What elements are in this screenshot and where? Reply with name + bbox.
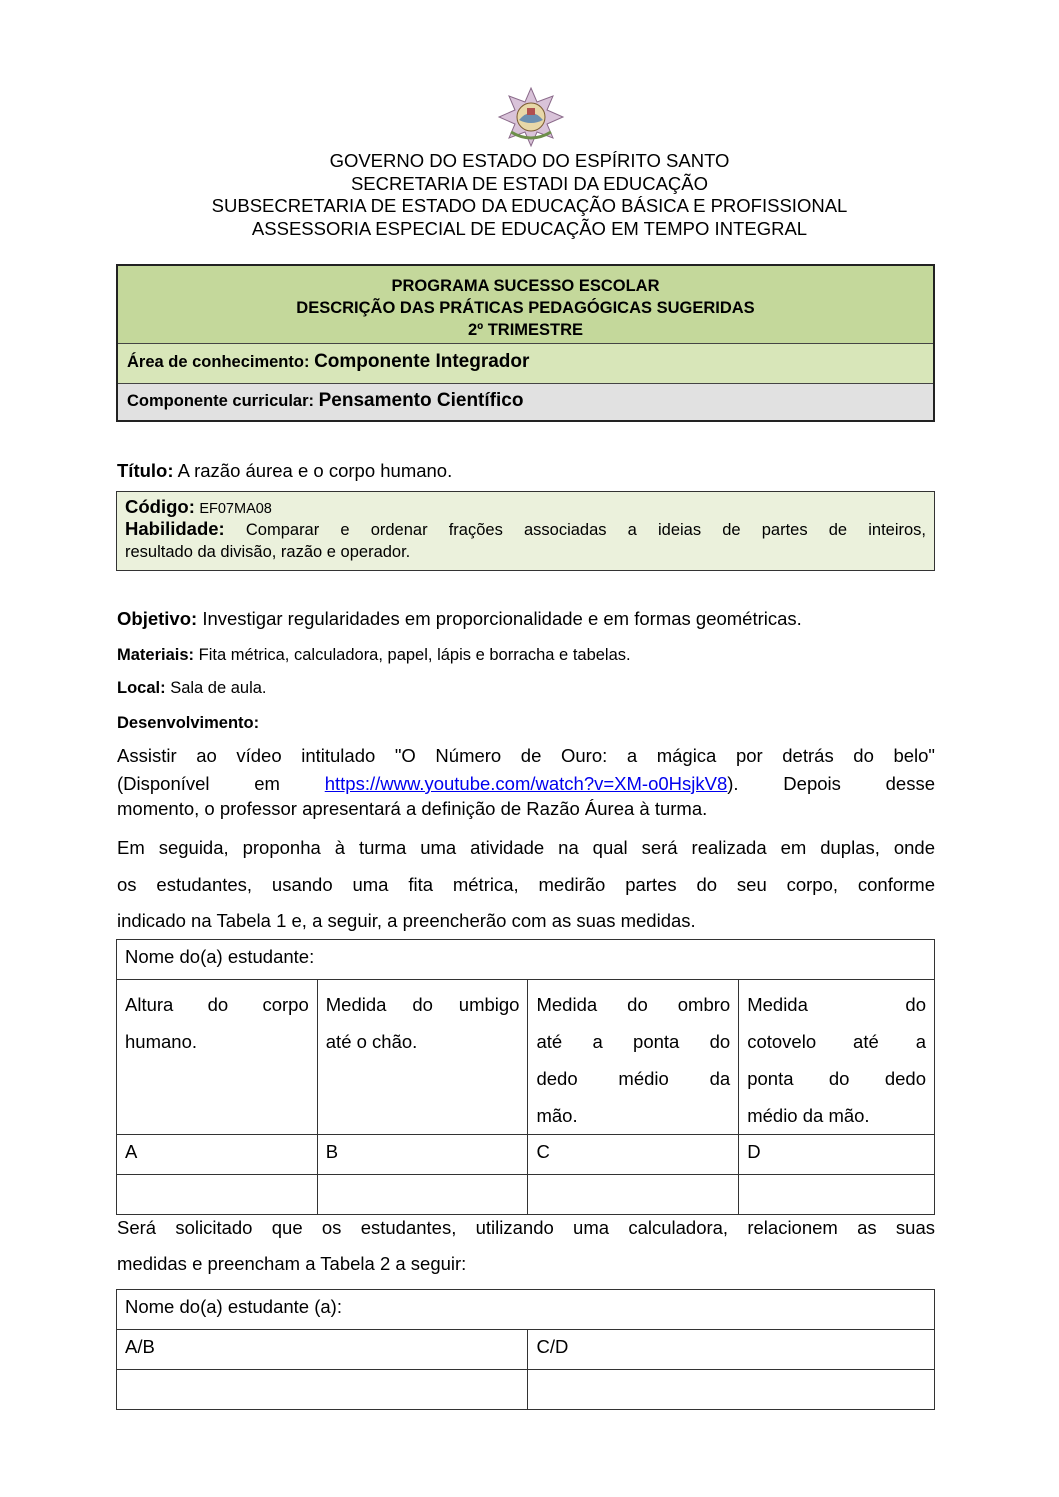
government-header <box>0 150 1059 240</box>
curricular-component-row <box>118 384 933 420</box>
development-paragraph-2 <box>117 830 935 903</box>
table1-value-d-cell[interactable] <box>739 1175 935 1215</box>
title-value: A razão áurea e o corpo humano. <box>177 460 453 481</box>
program-title-line-3: 2º TRIMESTRE <box>467 321 584 339</box>
table1-header-navel <box>317 980 528 1135</box>
development-paragraph-1 <box>117 742 935 798</box>
place-value: Sala de aula. <box>170 679 267 697</box>
header-shoulder-line-4: mão. <box>536 1105 578 1126</box>
title-label: Título: <box>117 460 174 481</box>
objective-label: Objetivo: <box>117 608 198 629</box>
skill-label: Habilidade: <box>125 518 225 539</box>
dev-p2-line-1: Em seguida, proponha à turma uma atividade na qual será realizada em duplas, onde <box>117 837 935 858</box>
skill-line-1: Comparar e ordenar frações associadas a ideias de partes de inteiros, <box>245 521 927 539</box>
table1-letter-c: C <box>528 1135 739 1175</box>
knowledge-area-label: Área de conhecimento: <box>127 353 310 371</box>
materials-value: Fita métrica, calculadora, papel, lápis e borracha e tabelas. <box>198 646 631 664</box>
skill-row <box>125 518 926 541</box>
header-line-2: SECRETARIA DE ESTADI DA EDUCAÇÃO <box>350 172 709 194</box>
header-line-4: ASSESSORIA ESPECIAL DE EDUCAÇÃO EM TEMPO INTEGRAL <box>251 217 808 239</box>
header-elbow-line-4: médio da mão. <box>747 1105 870 1126</box>
objective-value: Investigar regularidades em proporcionalidade e em formas geométricas. <box>202 608 802 629</box>
development-label: Desenvolvimento: <box>117 714 260 732</box>
header-shoulder-line-2: até a ponta do <box>536 1031 731 1052</box>
measurements-table <box>116 939 935 1215</box>
dev-p2-line-3: indicado na Tabela 1 e, a seguir, a preencherão com as suas medidas. <box>117 910 696 931</box>
table2-value-ab-cell[interactable] <box>117 1370 528 1410</box>
header-line-3: SUBSECRETARIA DE ESTADO DA EDUCAÇÃO BÁSICA E PROFISSIONAL <box>211 195 848 216</box>
header-elbow-text <box>747 986 926 1134</box>
skill-line-2: resultado da divisão, razão e operador. <box>125 543 411 561</box>
dev-p1-line-2-post: ). Depois desse <box>727 773 935 794</box>
table1-letter-d: D <box>739 1135 935 1175</box>
table1-value-b-cell[interactable] <box>317 1175 528 1215</box>
code-row <box>125 496 926 518</box>
program-title-line-2: DESCRIÇÃO DAS PRÁTICAS PEDAGÓGICAS SUGERIDAS <box>296 299 755 317</box>
table1-header-shoulder <box>528 980 739 1135</box>
table2-student-name-cell[interactable] <box>117 1290 935 1330</box>
table1-letter-b: B <box>317 1135 528 1175</box>
header-height-line-2: humano. <box>125 1031 197 1052</box>
program-box <box>116 264 935 422</box>
table1-value-c-cell[interactable] <box>528 1175 739 1215</box>
objective-paragraph <box>117 608 935 630</box>
dev-p3-line-1: Será solicitado que os estudantes, utilizando uma calculadora, relacionem as suas <box>117 1217 935 1238</box>
header-shoulder-text <box>536 986 730 1134</box>
materials-label: Materiais: <box>117 646 195 664</box>
activity-title <box>117 460 452 482</box>
table1-header-elbow <box>739 980 935 1135</box>
header-elbow-line-1: Medida do <box>747 994 926 1015</box>
video-link[interactable]: https://www.youtube.com/watch?v=XM-o0HsjkV8 <box>324 773 728 794</box>
table2-value-cd-cell[interactable] <box>528 1370 935 1410</box>
development-paragraph-3 <box>117 1210 935 1246</box>
header-height-line-1: Altura do corpo <box>125 994 309 1015</box>
table2-student-name-label: Nome do(a) estudante (a): <box>125 1296 342 1317</box>
knowledge-area-row <box>118 344 933 384</box>
materials-paragraph <box>117 646 935 665</box>
code-value: EF07MA08 <box>199 501 272 517</box>
dev-p2-line-2: os estudantes, usando uma fita métrica, medirão partes do seu corpo, conforme <box>117 873 935 895</box>
dev-p3-line-2: medidas e preencham a Tabela 2 a seguir: <box>117 1253 467 1274</box>
coat-of-arms-icon <box>497 86 565 148</box>
dev-p1-line-3: momento, o professor apresentará a definição de Razão Áurea à turma. <box>117 798 708 819</box>
table1-letter-a: A <box>117 1135 318 1175</box>
table2-header-ab: A/B <box>117 1330 528 1370</box>
program-title <box>118 266 933 344</box>
header-navel-line-2: até o chão. <box>325 1031 418 1052</box>
ratios-table <box>116 1289 935 1410</box>
code-label: Código: <box>125 496 195 517</box>
header-navel-text <box>326 986 520 1060</box>
place-paragraph <box>117 679 935 698</box>
knowledge-area-value: Componente Integrador <box>314 351 530 372</box>
header-elbow-line-3: ponta do dedo <box>747 1068 926 1089</box>
curricular-component-label: Componente curricular: <box>127 392 315 410</box>
table1-value-a-cell[interactable] <box>117 1175 318 1215</box>
place-label: Local: <box>117 679 166 697</box>
header-elbow-line-2: cotovelo até a <box>747 1031 926 1052</box>
header-line-1: GOVERNO DO ESTADO DO ESPÍRITO SANTO <box>329 150 730 171</box>
header-height-text <box>125 986 309 1060</box>
table1-student-name-label: Nome do(a) estudante: <box>125 946 315 967</box>
curricular-component-value: Pensamento Científico <box>318 390 524 411</box>
dev-p1-line-2-pre: (Disponível em <box>117 773 280 794</box>
table1-student-name-cell[interactable] <box>117 940 935 980</box>
header-shoulder-line-1: Medida do ombro <box>536 994 731 1015</box>
header-shoulder-line-3: dedo médio da <box>536 1068 731 1089</box>
table2-header-cd: C/D <box>528 1330 935 1370</box>
dev-p1-line-1: Assistir ao vídeo intitulado "O Número de Ouro: a mágica por detrás do belo" <box>117 745 935 766</box>
table1-header-height <box>117 980 318 1135</box>
dev-p1-line-2 <box>117 770 935 798</box>
header-navel-line-1: Medida do umbigo <box>325 994 520 1015</box>
skill-box <box>116 491 935 571</box>
program-title-line-1: PROGRAMA SUCESSO ESCOLAR <box>391 277 660 295</box>
